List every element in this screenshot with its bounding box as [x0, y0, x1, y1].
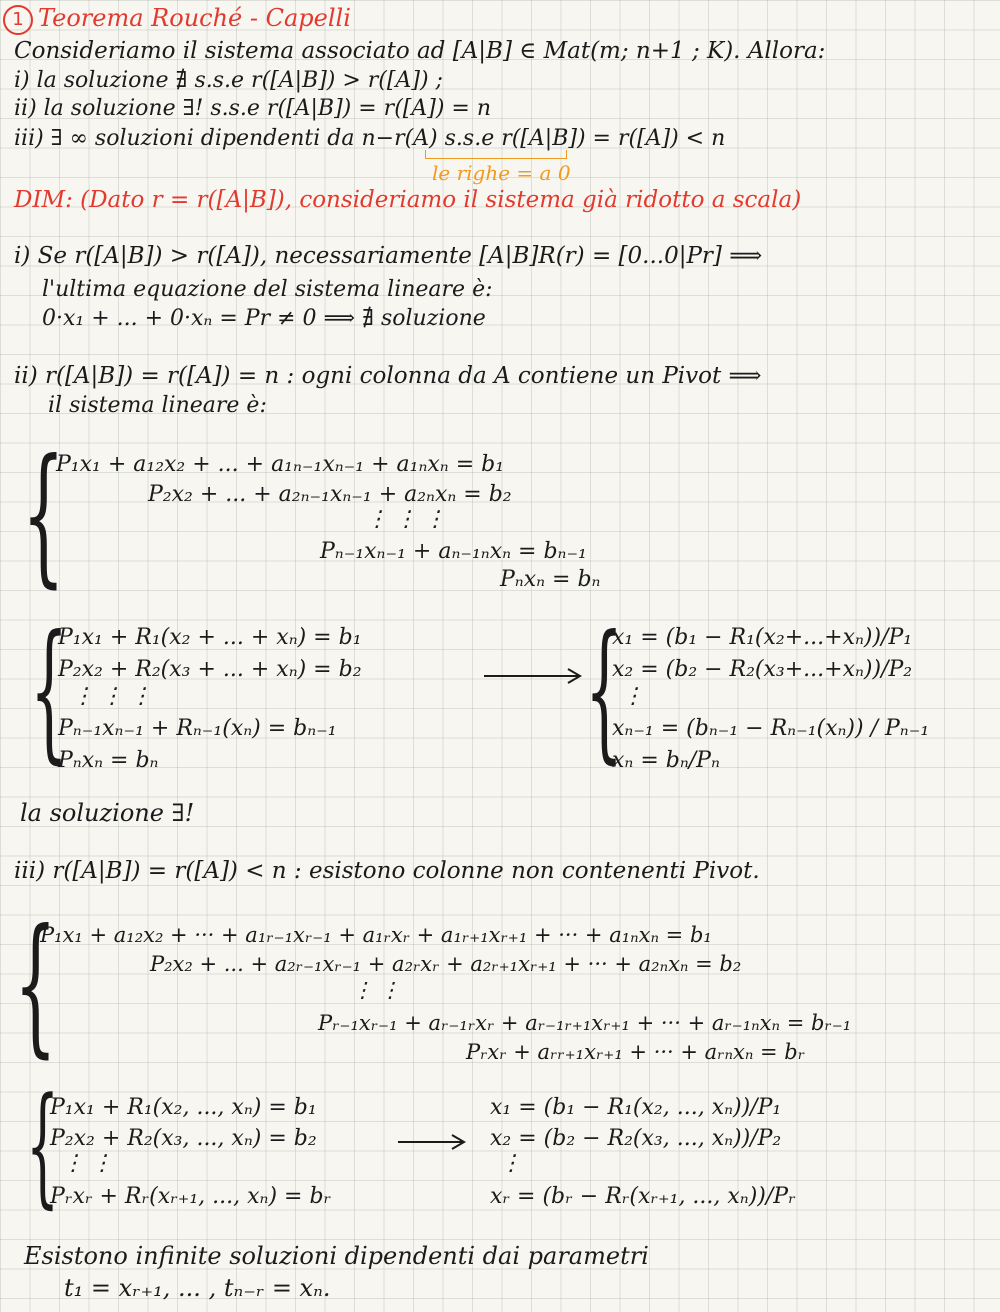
annotation-righe-zero: le righe = a 0	[432, 161, 571, 185]
system4-right-eq-3: xᵣ = (bᵣ − Rᵣ(xᵣ₊₁, ..., xₙ))/Pᵣ	[490, 1184, 796, 1209]
system1-eq-1: P₁x₁ + a₁₂x₂ + ... + a₁ₙ₋₁xₙ₋₁ + a₁ₙxₙ = b₁	[56, 452, 505, 477]
system3-dots: ⋮ ⋮	[352, 978, 401, 1002]
system2-left-eq-1: P₁x₁ + R₁(x₂ + ... + xₙ) = b₁	[58, 625, 362, 650]
part-i-line-1: i) Se r([A|B]) > r([A]), necessariamente [A|B]R(r) = [0...0|Pr] ⟹	[14, 243, 763, 269]
final-line-2: t₁ = xᵣ₊₁, ... , tₙ₋ᵣ = xₙ.	[64, 1274, 331, 1302]
statement-item-i: i) la soluzione ∄ s.s.e r([A|B]) > r([A]) ;	[14, 68, 443, 93]
system2-right-eq-2: x₂ = (b₂ − R₂(x₃+...+xₙ))/P₂	[612, 657, 913, 682]
statement-item-iii: iii) ∃ ∞ soluzioni dipendenti da n−r(A) s.s.e r([A|B]) = r([A]) < n	[14, 126, 726, 151]
system2-left-dots: ⋮ ⋮ ⋮	[72, 684, 152, 709]
system4-right-dots: ⋮	[500, 1151, 522, 1176]
title-number-circle: 1	[3, 5, 33, 35]
system3-eq-3: Pᵣ₋₁xᵣ₋₁ + aᵣ₋₁ᵣxᵣ + aᵣ₋₁ᵣ₊₁xᵣ₊₁ + ··· + aᵣ₋₁ₙxₙ = bᵣ₋₁	[318, 1011, 852, 1035]
system3-brace: {	[14, 898, 57, 1072]
system3-eq-2: P₂x₂ + ... + a₂ᵣ₋₁xᵣ₋₁ + a₂ᵣxᵣ + a₂ᵣ₊₁xᵣ₊₁ + ··· + a₂ₙxₙ = b₂	[150, 952, 742, 976]
part-i-line-2: l'ultima equazione del sistema lineare è:	[42, 277, 493, 302]
final-line-1: Esistono infinite soluzioni dipendenti dai parametri	[24, 1242, 649, 1270]
system2-left-brace: {	[30, 604, 69, 778]
system2-left-eq-3: Pₙ₋₁xₙ₋₁ + Rₙ₋₁(xₙ) = bₙ₋₁	[58, 716, 337, 741]
system4-left-dots: ⋮ ⋮	[62, 1151, 113, 1176]
system2-left-eq-4: Pₙxₙ = bₙ	[58, 748, 159, 773]
system3-eq-1: P₁x₁ + a₁₂x₂ + ··· + a₁ᵣ₋₁xᵣ₋₁ + a₁ᵣxᵣ + a₁ᵣ₊₁xᵣ₊₁ + ··· + a₁ₙxₙ = b₁	[40, 923, 712, 947]
system4-left-eq-1: P₁x₁ + R₁(x₂, ..., xₙ) = b₁	[50, 1095, 317, 1120]
statement-line-1: Consideriamo il sistema associato ad [A|B] ∈ Mat(m; n+1 ; K). Allora:	[14, 38, 826, 64]
system2-right-eq-3: xₙ₋₁ = (bₙ₋₁ − Rₙ₋₁(xₙ)) / Pₙ₋₁	[612, 716, 930, 741]
system4-left-eq-2: P₂x₂ + R₂(x₃, ..., xₙ) = b₂	[50, 1126, 317, 1151]
system1-dots: ⋮ ⋮ ⋮	[366, 507, 446, 532]
part-iii-line: iii) r([A|B]) = r([A]) < n : esistono colonne non contenenti Pivot.	[14, 858, 760, 884]
system4-right-eq-2: x₂ = (b₂ − R₂(x₃, ..., xₙ))/P₂	[490, 1126, 782, 1151]
system4-right-eq-1: x₁ = (b₁ − R₁(x₂, ..., xₙ))/P₁	[490, 1095, 782, 1120]
dim-header: DIM: (Dato r = r([A|B]), consideriamo il sistema già ridotto a scala)	[14, 187, 802, 213]
unique-solution-conclusion: la soluzione ∃!	[20, 799, 195, 827]
system2-right-brace: {	[585, 604, 624, 778]
page-title: Teorema Rouché - Capelli	[38, 4, 351, 32]
part-ii-line-2: il sistema lineare è:	[48, 393, 267, 418]
system1-eq-3: Pₙ₋₁xₙ₋₁ + aₙ₋₁ₙxₙ = bₙ₋₁	[320, 539, 587, 564]
system4-left-brace: {	[26, 1069, 60, 1221]
system2-left-eq-2: P₂x₂ + R₂(x₃ + ... + xₙ) = b₂	[58, 657, 362, 682]
system2-right-eq-1: x₁ = (b₁ − R₁(x₂+...+xₙ))/P₁	[612, 625, 913, 650]
part-i-line-3: 0·x₁ + ... + 0·xₙ = Pr ≠ 0 ⟹ ∄ soluzione	[42, 306, 486, 331]
part-ii-line-1: ii) r([A|B]) = r([A]) = n : ogni colonna da A contiene un Pivot ⟹	[14, 363, 762, 389]
system2-right-eq-4: xₙ = bₙ/Pₙ	[612, 748, 720, 773]
system1-eq-4: Pₙxₙ = bₙ	[500, 567, 601, 592]
system4-left-eq-3: Pᵣxᵣ + Rᵣ(xᵣ₊₁, ..., xₙ) = bᵣ	[50, 1184, 332, 1209]
system3-eq-4: Pᵣxᵣ + aᵣᵣ₊₁xᵣ₊₁ + ··· + aᵣₙxₙ = bᵣ	[466, 1040, 806, 1064]
annotation-underline	[425, 150, 567, 159]
system1-brace: {	[22, 428, 65, 602]
system4-arrow	[396, 1132, 476, 1152]
system1-eq-2: P₂x₂ + ... + a₂ₙ₋₁xₙ₋₁ + a₂ₙxₙ = b₂	[148, 482, 512, 507]
system2-arrow	[482, 666, 592, 686]
statement-item-ii: ii) la soluzione ∃! s.s.e r([A|B]) = r([A]) = n	[14, 96, 491, 121]
system2-right-dots: ⋮	[622, 684, 644, 709]
